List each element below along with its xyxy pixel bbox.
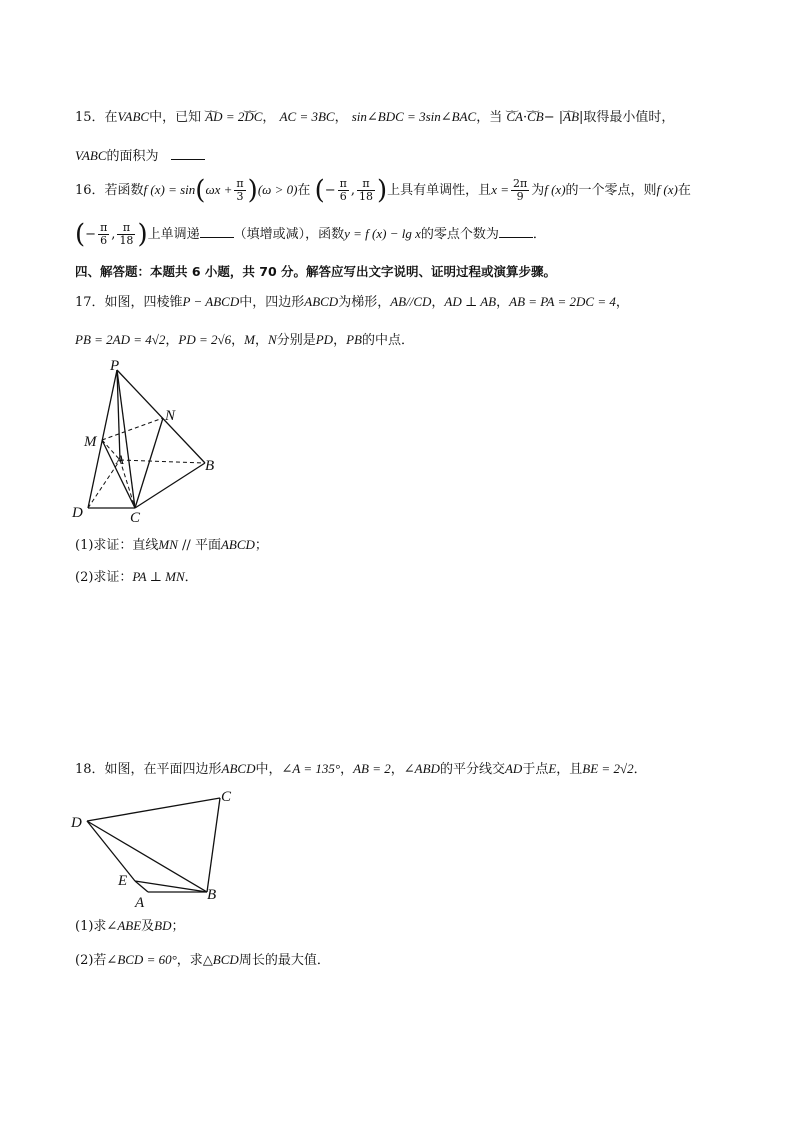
segment-AC — [120, 460, 135, 508]
label-D: D — [71, 815, 82, 831]
label-A: A — [135, 895, 145, 910]
edge-CB — [207, 798, 220, 892]
label-C: C — [130, 510, 141, 526]
label-N: N — [165, 408, 176, 424]
quadrilateral-figure — [65, 785, 255, 910]
q17-part2: (2)求证：PA ⊥ MN． — [75, 569, 198, 585]
label-B: B — [205, 458, 215, 474]
label-E: E — [118, 873, 128, 889]
label-C: C — [221, 789, 232, 805]
segment-NC — [135, 418, 163, 508]
edge-DE — [87, 821, 135, 881]
q17-part1: (1)求证：直线MN // 平面ABCD； — [75, 537, 268, 553]
q16-line1: 16．若函数f (x) = sin(ωx + $\frac{\pi}{3}$ )(ω > 0)在 (− $\frac{\pi}{6}$ , $\frac{\pi}{18}$ )上具有单调性，且x = $\frac{2\pi}{9}$ 为f (x)的一个零点，则f (x)在 — [75, 175, 691, 206]
segment-DB — [87, 821, 207, 892]
edge-CB — [135, 463, 205, 508]
edge-PB — [117, 370, 205, 463]
answer-blank-q15 — [171, 145, 205, 160]
q15-line2: VABC的面积为 — [75, 145, 205, 167]
segment-MN — [102, 418, 163, 440]
answer-blank-q16a — [200, 223, 234, 238]
edge-DC — [87, 798, 220, 821]
q17-line2: PB = 2AD = 4√2，PD = 2√6，M，N分别是PD，PB的中点． — [75, 332, 414, 348]
q17-line1: 17．如图，四棱锥P − ABCD中，四边形ABCD为梯形，AB//CD，AD ⊥ AB，AB = PA = 2DC = 4， — [75, 294, 629, 310]
section-heading: 四、解答题：本题共 6 小题，共 70 分。解答应写出文字说明、证明过程或演算步骤。 — [75, 264, 557, 279]
label-M: M — [84, 434, 97, 450]
q18-part1: (1)求∠ABE及BD； — [75, 918, 185, 934]
label-B: B — [207, 887, 217, 903]
label-D: D — [72, 505, 83, 521]
q18-line1: 18．如图，在平面四边形ABCD中，∠A = 135°，AB = 2，∠ABD的平分线交AD于点E，且BE = 2√2． — [75, 761, 647, 777]
answer-blank-q16b — [499, 223, 533, 238]
q15-line1: 15．在VABC中，已知 ‿‿ AD = 2‿‿ DC， AC = 3BC， sin∠BDC = 3sin∠BAC，当 ‿‿ CA·‿‿ CB− |‿‿ AB|取得最小值时， — [75, 107, 674, 128]
pyramid-figure — [60, 360, 230, 530]
q18-part2: (2)若∠BCD = 60°，求△BCD周长的最大值． — [75, 952, 330, 968]
q16-line2: (− $\frac{\pi}{6}$ , $\frac{\pi}{18}$ )上单调递 （填增或减），函数y = f (x) − lg x的零点个数为 ． — [75, 219, 546, 250]
label-A: A — [116, 452, 124, 467]
label-P: P — [110, 360, 120, 374]
edge-AB — [120, 460, 205, 463]
